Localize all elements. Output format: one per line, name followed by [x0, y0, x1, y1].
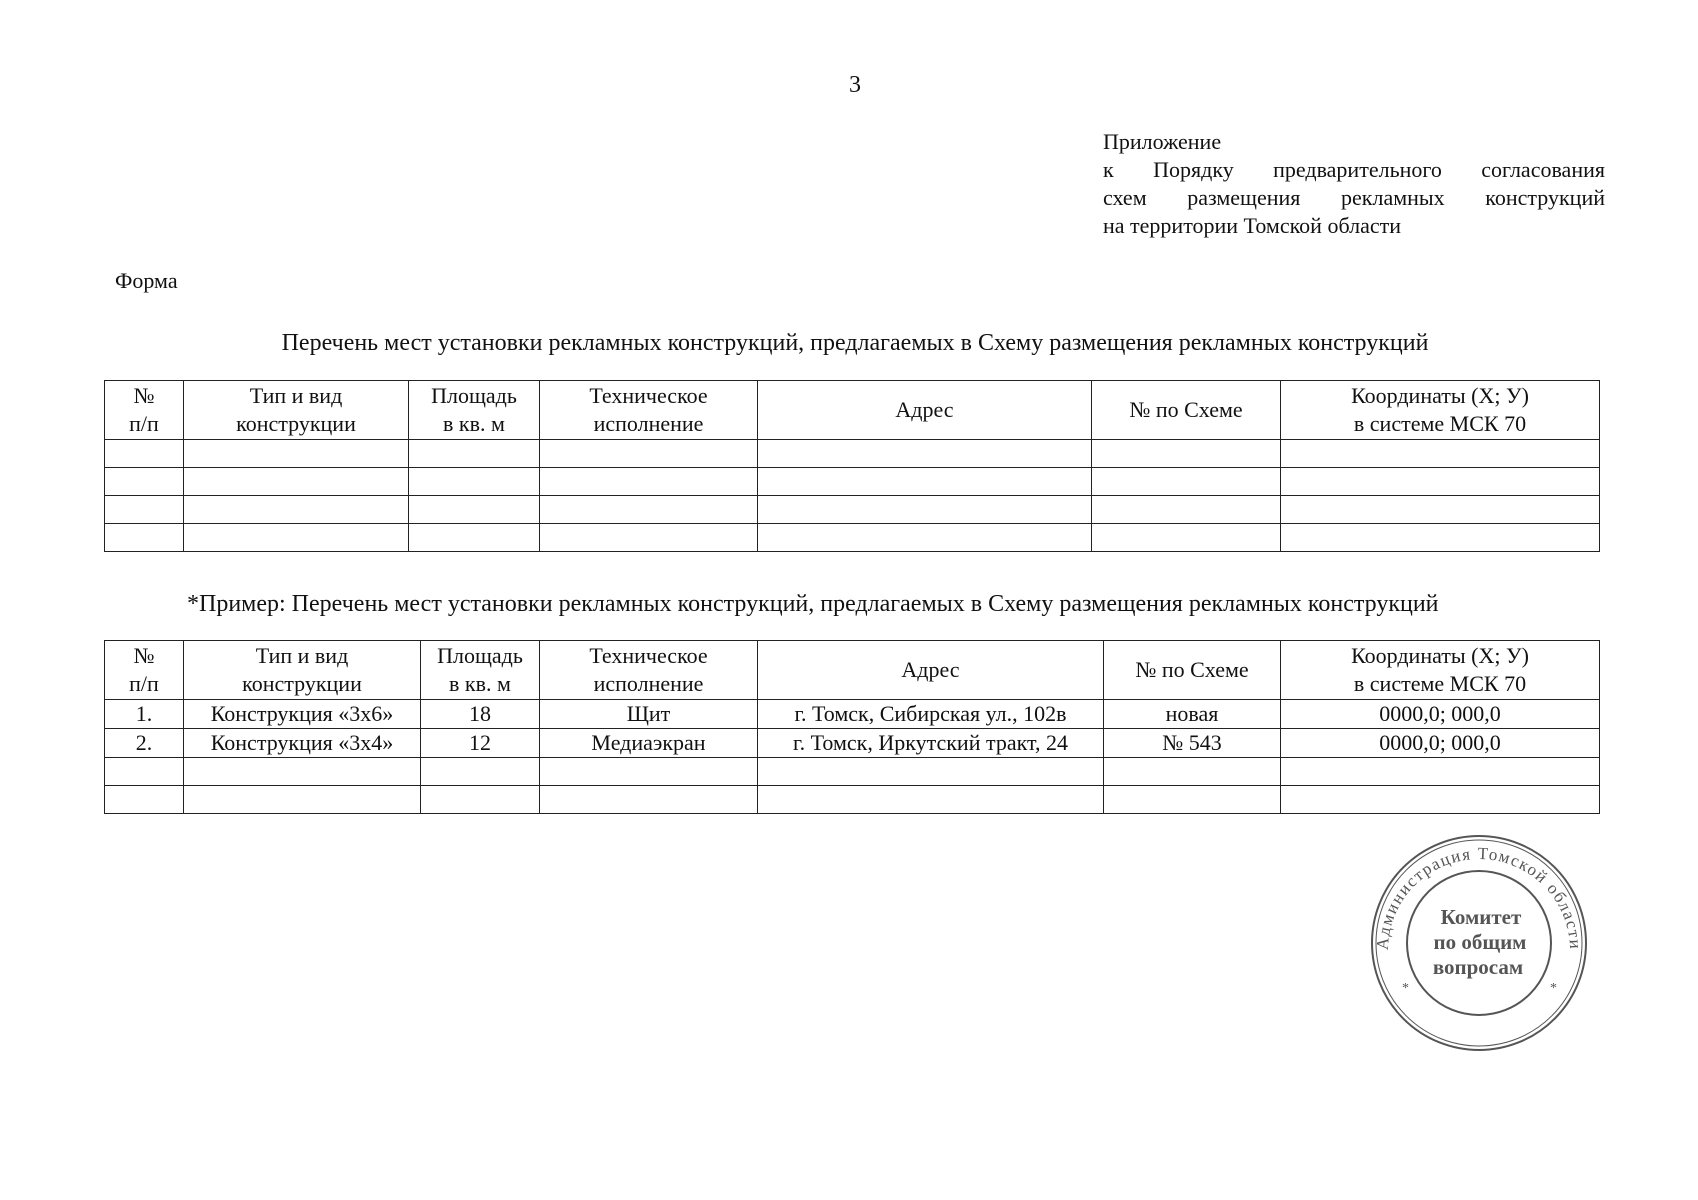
stamp-center-line-2: по общим [1433, 930, 1527, 954]
header-coords: Координаты (Х; У) в системе МСК 70 [1281, 641, 1600, 700]
cell-num [105, 786, 184, 814]
appendix-line-2: к Порядку предварительного согласования [1103, 157, 1605, 182]
cell-address [758, 496, 1092, 524]
header-coords: Координаты (Х; У) в системе МСК 70 [1281, 381, 1600, 440]
cell-coords [1281, 468, 1600, 496]
cell-num [105, 758, 184, 786]
cell-num [105, 440, 184, 468]
empty-table-row [105, 468, 1600, 496]
appendix-title: Приложение [1103, 129, 1222, 154]
cell-scheme-no [1092, 496, 1281, 524]
cell-tech [540, 440, 758, 468]
cell-tech: Щит [540, 700, 758, 729]
header-type: Тип и вид конструкции [184, 381, 409, 440]
cell-type [184, 440, 409, 468]
example-table [104, 640, 1600, 814]
cell-coords [1281, 496, 1600, 524]
cell-scheme-no: № 543 [1104, 729, 1281, 758]
cell-scheme-no [1092, 468, 1281, 496]
table-row [105, 700, 1600, 729]
cell-scheme-no: новая [1104, 700, 1281, 729]
empty-table-row [105, 496, 1600, 524]
cell-address [758, 786, 1104, 814]
header-scheme-no: № по Схеме [1104, 641, 1281, 700]
empty-table-row [105, 440, 1600, 468]
cell-area [421, 786, 540, 814]
cell-num [105, 468, 184, 496]
cell-tech [540, 786, 758, 814]
cell-tech: Медиаэкран [540, 729, 758, 758]
cell-type [184, 758, 421, 786]
stamp-star-left: * [1402, 981, 1409, 996]
table1-title: Перечень мест установки рекламных конструкций, предлагаемых в Схему размещения рекламных конструкций [281, 330, 1429, 356]
cell-area [409, 496, 540, 524]
appendix-line-4: на территории Томской области [1103, 213, 1401, 238]
cell-address [758, 758, 1104, 786]
table-row [105, 729, 1600, 758]
cell-area [409, 524, 540, 552]
cell-type [184, 786, 421, 814]
cell-num: 2. [105, 729, 184, 758]
cell-tech [540, 496, 758, 524]
cell-area: 18 [421, 700, 540, 729]
table-header-row [105, 641, 1600, 700]
header-scheme-no: № по Схеме [1092, 381, 1281, 440]
cell-type [184, 468, 409, 496]
empty-table-row [105, 786, 1600, 814]
header-type: Тип и вид конструкции [184, 641, 421, 700]
stamp-star-right: * [1550, 981, 1557, 996]
header-address: Адрес [758, 381, 1092, 440]
cell-address [758, 468, 1092, 496]
cell-address: г. Томск, Иркутский тракт, 24 [758, 729, 1104, 758]
cell-type: Конструкция «3х4» [184, 729, 421, 758]
cell-scheme-no [1104, 786, 1281, 814]
header-area: Площадь в кв. м [421, 641, 540, 700]
appendix-header [1103, 128, 1605, 240]
empty-table-row [105, 524, 1600, 552]
stamp-ring-text: Администрация Томской области [1372, 843, 1586, 951]
cell-scheme-no [1092, 440, 1281, 468]
header-tech: Техническое исполнение [540, 381, 758, 440]
cell-tech [540, 758, 758, 786]
cell-address: г. Томск, Сибирская ул., 102в [758, 700, 1104, 729]
stamp-center-line-3: вопросам [1432, 955, 1524, 979]
table-header-row [105, 381, 1600, 440]
cell-coords [1281, 524, 1600, 552]
form-label: Форма [115, 268, 178, 293]
cell-address [758, 440, 1092, 468]
cell-area [409, 468, 540, 496]
cell-coords [1281, 440, 1600, 468]
cell-scheme-no [1104, 758, 1281, 786]
cell-address [758, 524, 1092, 552]
cell-type: Конструкция «3х6» [184, 700, 421, 729]
cell-coords [1281, 786, 1600, 814]
cell-area [421, 758, 540, 786]
header-tech: Техническое исполнение [540, 641, 758, 700]
cell-type [184, 524, 409, 552]
appendix-line-3: схем размещения рекламных конструкций [1103, 185, 1605, 210]
cell-tech [540, 468, 758, 496]
stamp-center-line-1: Комитет [1440, 905, 1522, 929]
cell-num [105, 496, 184, 524]
cell-coords [1281, 758, 1600, 786]
cell-coords: 0000,0; 000,0 [1281, 700, 1600, 729]
page-number: 3 [849, 72, 861, 98]
cell-area: 12 [421, 729, 540, 758]
header-address: Адрес [758, 641, 1104, 700]
form-table [104, 380, 1600, 552]
cell-tech [540, 524, 758, 552]
table2-title: *Пример: Перечень мест установки рекламных конструкций, предлагаемых в Схему размещения рекламных конструкций [187, 591, 1439, 617]
cell-type [184, 496, 409, 524]
header-num: № п/п [105, 641, 184, 700]
cell-num [105, 524, 184, 552]
header-area: Площадь в кв. м [409, 381, 540, 440]
cell-scheme-no [1092, 524, 1281, 552]
cell-num: 1. [105, 700, 184, 729]
empty-table-row [105, 758, 1600, 786]
official-stamp [1368, 832, 1590, 1054]
cell-area [409, 440, 540, 468]
header-num: № п/п [105, 381, 184, 440]
cell-coords: 0000,0; 000,0 [1281, 729, 1600, 758]
